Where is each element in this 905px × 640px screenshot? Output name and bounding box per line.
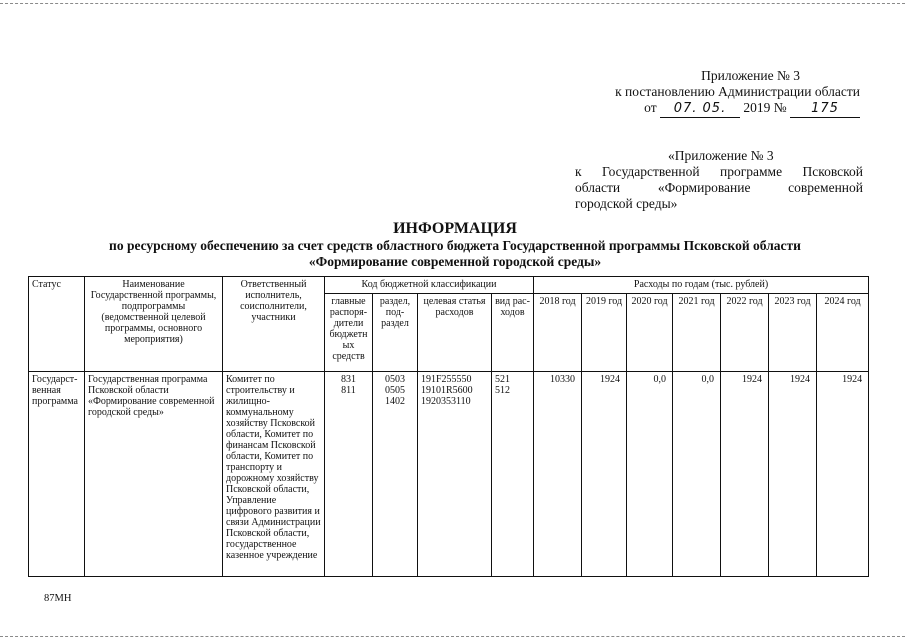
row-responsible: Комитет по строительству и жилищно-коммунальному хозяйству Псковской области, Комитет по финансам Псковской области, Комитет по транспорту и дорожному хозяйству Псковской области, Управление цифрового развития и связи Администрации Псковской области, государственное казенное учреждение — [223, 372, 325, 577]
header-budget-code: Код бюджетной классификации — [325, 277, 534, 294]
handwritten-date: 07. 05. — [660, 101, 740, 118]
row-target — [418, 372, 492, 577]
to-resolution-line: к постановлению Администрации области — [615, 84, 860, 99]
grbs-code: 831 — [341, 374, 356, 385]
row-name: Государственная программа Псковской области «Формирование современной городской среды» — [85, 372, 223, 577]
appendix-line-3: городской среды» — [575, 196, 678, 211]
date-prefix: от — [644, 100, 657, 115]
header-name: Наименование Государственной программы, подпрограммы (ведомственной целевой программы, основного мероприятия) — [85, 277, 223, 372]
section-code: 0503 — [385, 374, 405, 385]
header-section: раздел, под-раздел — [373, 294, 418, 372]
appendix-line-2: области «Формирование современной — [575, 180, 863, 195]
header-year-2019: 2019 год — [582, 294, 627, 372]
resource-table — [28, 276, 869, 577]
header-status: Статус — [29, 277, 85, 372]
kind-code: 512 — [495, 385, 510, 396]
value-2021: 0,0 — [673, 372, 721, 577]
header-expenses: Расходы по годам (тыс. рублей) — [534, 277, 869, 294]
document-title-block — [20, 220, 890, 270]
header-year-2022: 2022 год — [721, 294, 769, 372]
value-2024: 1924 — [817, 372, 869, 577]
year-number-label: 2019 № — [743, 100, 787, 115]
scan-bottom-edge — [0, 636, 905, 637]
header-year-2020: 2020 год — [627, 294, 673, 372]
value-2018: 10330 — [534, 372, 582, 577]
appendix-line-1: к Государственной программе Псковской — [575, 164, 863, 179]
document-subtitle-1: по ресурсному обеспечению за счет средств областного бюджета Государственной программы Псковской области — [109, 238, 801, 253]
section-code: 0505 — [385, 385, 405, 396]
footer-code: 87МН — [44, 593, 72, 604]
scan-top-edge — [0, 3, 905, 4]
value-2023: 1924 — [769, 372, 817, 577]
value-2022: 1924 — [721, 372, 769, 577]
grbs-code: 811 — [341, 385, 356, 396]
document-subtitle-2: «Формирование современной городской среды» — [308, 254, 602, 269]
table-row — [29, 372, 869, 577]
target-code: 19101R5600 — [421, 385, 473, 396]
section-code: 1402 — [385, 396, 405, 407]
header-year-2024: 2024 год — [817, 294, 869, 372]
header-grbs: главные распоря-дители бюджетн ых средств — [325, 294, 373, 372]
target-code: 1920353110 — [421, 396, 471, 407]
header-target: целевая статья расходов — [418, 294, 492, 372]
row-section — [373, 372, 418, 577]
value-2019: 1924 — [582, 372, 627, 577]
row-grbs — [325, 372, 373, 577]
header-kind: вид рас-ходов — [492, 294, 534, 372]
table-header-row-1 — [29, 277, 869, 294]
header-year-2023: 2023 год — [769, 294, 817, 372]
row-kind — [492, 372, 534, 577]
program-appendix-block — [575, 148, 863, 212]
header-year-2021: 2021 год — [673, 294, 721, 372]
resolution-appendix-block — [560, 68, 860, 118]
value-2020: 0,0 — [627, 372, 673, 577]
appendix-number: Приложение № 3 — [701, 68, 800, 83]
target-code: 191F255550 — [421, 374, 472, 385]
appendix-title: «Приложение № 3 — [668, 148, 774, 163]
date-number-line — [560, 100, 860, 118]
handwritten-number: 175 — [790, 101, 860, 118]
kind-code: 521 — [495, 374, 510, 385]
header-responsible: Ответственный исполнитель, соисполнители, участники — [223, 277, 325, 372]
header-year-2018: 2018 год — [534, 294, 582, 372]
document-title: ИНФОРМАЦИЯ — [393, 220, 517, 237]
row-status: Государст-венная программа — [29, 372, 85, 577]
